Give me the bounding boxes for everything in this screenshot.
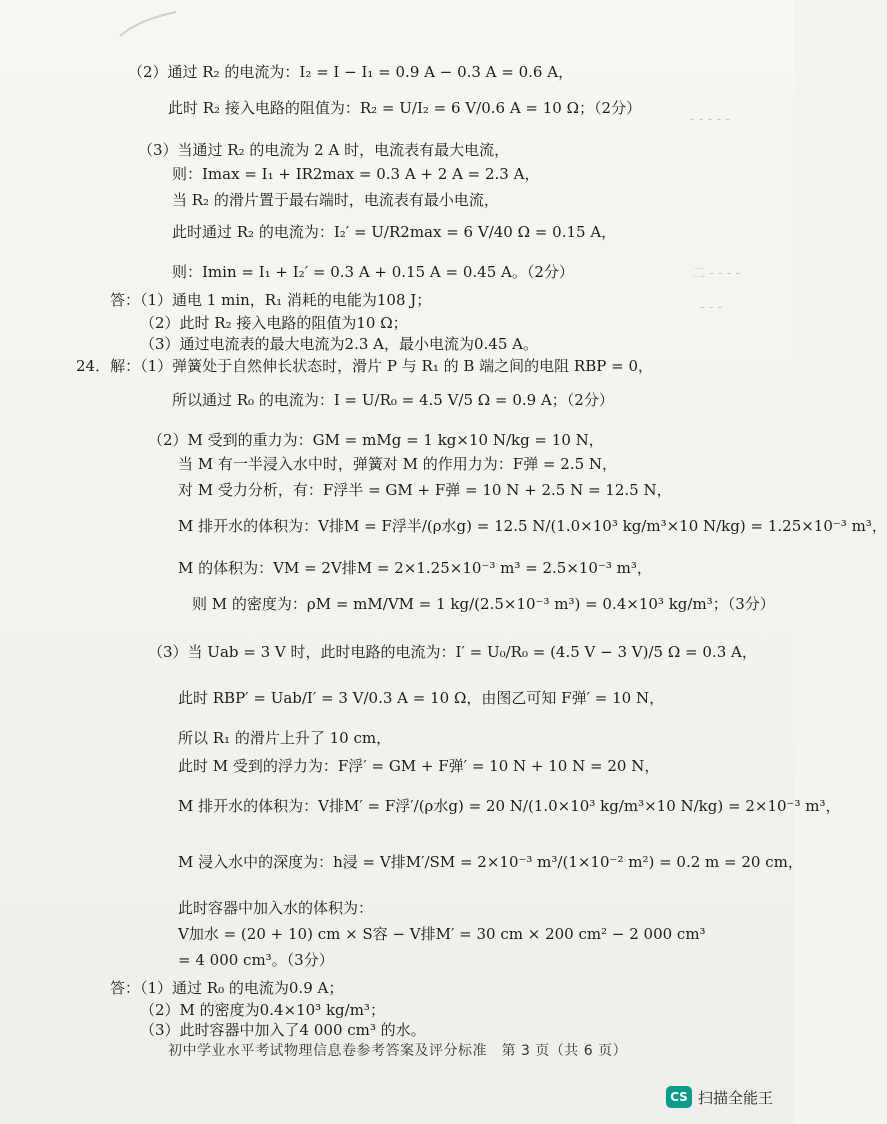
answer-line: 对 M 受力分析，有：F浮半 = GM + F弹 = 10 N + 2.5 N = 12.5 N，: [178, 481, 672, 499]
answer-line: 此时容器中加入水的体积为：: [178, 899, 374, 917]
answer-line: 所以通过 R₀ 的电流为：I = U/R₀ = 4.5 V/5 Ω = 0.9 A；（2分）: [172, 391, 614, 409]
watermark-label: 扫描全能王: [698, 1088, 774, 1107]
answer-line: = 4 000 cm³。（3分）: [178, 951, 334, 969]
answer-line: 当 R₂ 的滑片置于最右端时，电流表有最小电流，: [172, 191, 499, 209]
answer-line: M 排开水的体积为：V排M = F浮半/(ρ水g) = 12.5 N/(1.0×10³ kg/m³×10 N/kg) = 1.25×10⁻³ m³，: [178, 517, 887, 535]
answer-line: M 浸入水中的深度为：h浸 = V排M′/SM = 2×10⁻³ m³/(1×10⁻² m²) = 0.2 m = 20 cm，: [178, 853, 803, 871]
answer-line: V加水 = (20 + 10) cm × S容 − V排M′ = 30 cm × 200 cm² − 2 000 cm³: [178, 925, 706, 943]
answer-line: 则 M 的密度为：ρM = mM/VM = 1 kg/(2.5×10⁻³ m³) = 0.4×10³ kg/m³；（3分）: [192, 595, 775, 613]
page-footer: 初中学业水平考试物理信息卷参考答案及评分标准 第 3 页（共 6 页）: [168, 1043, 628, 1059]
answer-line: 此时 R₂ 接入电路的阻值为：R₂ = U/I₂ = 6 V/0.6 A = 10 Ω；（2分）: [168, 99, 642, 117]
answer-line: 答：（1）通电 1 min，R₁ 消耗的电能为108 J；: [110, 291, 432, 309]
answer-line: 所以 R₁ 的滑片上升了 10 cm，: [178, 729, 392, 747]
answer-line: 则：Imax = I₁ + IR2max = 0.3 A + 2 A = 2.3 A，: [172, 165, 540, 183]
bleed-through-text: - - - - -: [690, 112, 730, 127]
answer-line: 答：（1）通过 R₀ 的电流为0.9 A；: [110, 979, 344, 997]
answer-line: M 排开水的体积为：V排M′ = F浮′/(ρ水g) = 20 N/(1.0×10³ kg/m³×10 N/kg) = 2×10⁻³ m³，: [178, 797, 841, 815]
answer-line: 当 M 有一半浸入水中时，弹簧对 M 的作用力为：F弹 = 2.5 N，: [178, 455, 618, 473]
answer-line: （3）通过电流表的最大电流为2.3 A，最小电流为0.45 A。: [140, 335, 539, 353]
answer-line: 则：Imin = I₁ + I₂′ = 0.3 A + 0.15 A = 0.45 A。（2分）: [172, 263, 574, 281]
bleed-through-text: 二 - - - -: [692, 266, 741, 281]
answer-line: M 的体积为：VM = 2V排M = 2×1.25×10⁻³ m³ = 2.5×10⁻³ m³，: [178, 559, 652, 577]
answer-line: 此时通过 R₂ 的电流为：I₂′ = U/R2max = 6 V/40 Ω = 0.15 A，: [172, 223, 617, 241]
answer-line: （2）此时 R₂ 接入电路的阻值为10 Ω；: [140, 314, 408, 332]
answer-line: （2）通过 R₂ 的电流为：I₂ = I − I₁ = 0.9 A − 0.3 A = 0.6 A，: [128, 63, 574, 81]
scanner-watermark: [666, 1084, 773, 1110]
answer-line: （2）M 的密度为0.4×10³ kg/m³；: [140, 1001, 385, 1019]
answer-line: （3）当通过 R₂ 的电流为 2 A 时，电流表有最大电流，: [138, 141, 510, 159]
answer-line: （2）M 受到的重力为：GM = mMg = 1 kg×10 N/kg = 10 N，: [148, 431, 604, 449]
answer-line: 此时 M 受到的浮力为：F浮′ = GM + F弹′ = 10 N + 10 N = 20 N，: [178, 757, 660, 775]
cs-logo-icon: CS: [666, 1086, 692, 1108]
bleed-through-text: - - -: [700, 300, 723, 315]
answer-line: （3）当 Uab = 3 V 时，此时电路的电流为：I′ = U₀/R₀ = (4.5 V − 3 V)/5 Ω = 0.3 A，: [148, 643, 757, 661]
answer-line: 此时 RBP′ = Uab/I′ = 3 V/0.3 A = 10 Ω，由图乙可知 F弹′ = 10 N，: [178, 689, 665, 707]
answer-line: （3）此时容器中加入了4 000 cm³ 的水。: [140, 1021, 426, 1039]
corner-scan-mark: [118, 8, 178, 38]
answer-line: 24．解：（1）弹簧处于自然伸长状态时，滑片 P 与 R₁ 的 B 端之间的电阻 RBP = 0，: [76, 357, 653, 375]
